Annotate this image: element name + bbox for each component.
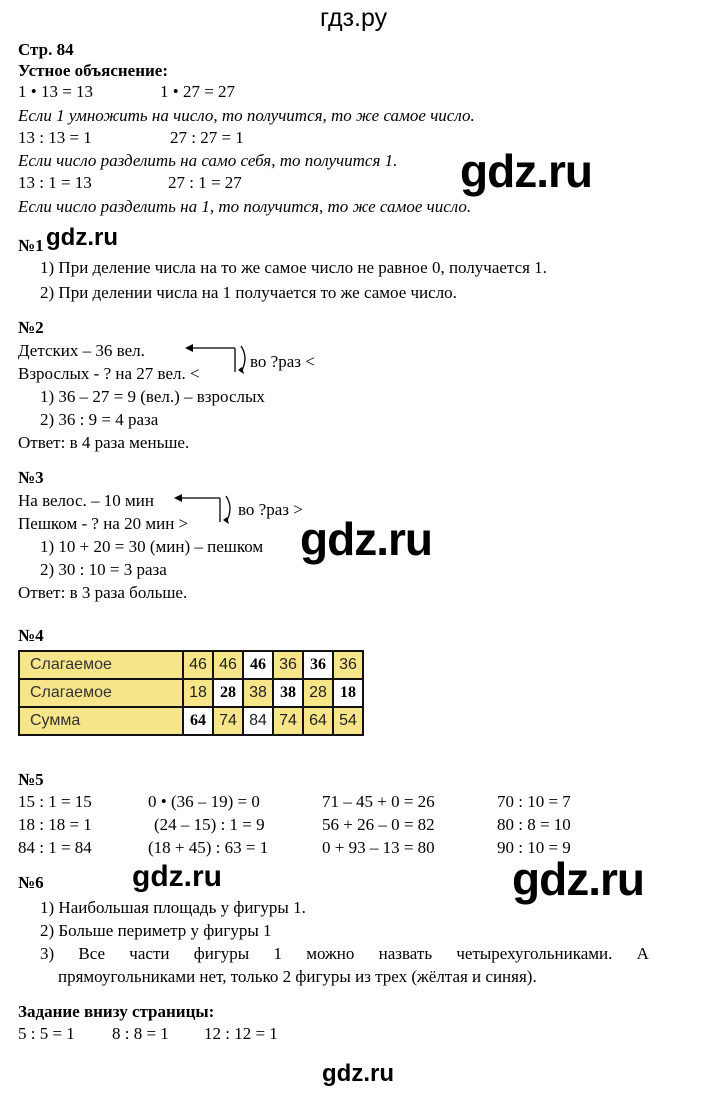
task-2-answer: Ответ: в 4 раза меньше. xyxy=(18,433,190,452)
equation: 0 • (36 – 19) = 0 xyxy=(148,792,260,811)
row-label: Слагаемое xyxy=(19,651,183,679)
task-4-title: №4 xyxy=(18,626,44,645)
table-row xyxy=(19,651,363,679)
task-2-step-1: 1) 36 – 27 = 9 (вел.) – взрослых xyxy=(40,387,265,406)
equation: (18 + 45) : 63 = 1 xyxy=(148,838,269,857)
task-1-item-2: 2) При делении числа на 1 получается то же самое число. xyxy=(40,283,457,302)
task-3-answer: Ответ: в 3 раза больше. xyxy=(18,583,188,602)
page-number: Стр. 84 xyxy=(18,40,74,59)
watermark: gdz.ru xyxy=(300,513,432,565)
oral-eq-3b: 27 : 1 = 27 xyxy=(168,173,242,192)
task-2-line-2: Взрослых - ? на 27 вел. < xyxy=(18,364,200,383)
task-6-title: №6 xyxy=(18,873,44,892)
table-cell: 64 xyxy=(183,707,213,735)
table-cell: 18 xyxy=(183,679,213,707)
task-6-item-2: 2) Больше периметр у фигуры 1 xyxy=(40,921,272,940)
row-label: Сумма xyxy=(19,707,183,735)
task-6-item-3a: 3) Все части фигуры 1 можно назвать четырехугольниками. А xyxy=(40,944,649,963)
watermark: gdz.ru xyxy=(512,853,644,905)
equation: 0 + 93 – 13 = 80 xyxy=(322,838,435,857)
task-6-item-3b: прямоугольниками нет, только 2 фигуры из трех (жёлтая и синяя). xyxy=(58,967,537,986)
bottom-task-title: Задание внизу страницы: xyxy=(18,1002,215,1021)
task-3-line-2: Пешком - ? на 20 мин > xyxy=(18,514,189,533)
equation: 8 : 8 = 1 xyxy=(112,1024,169,1043)
table-cell: 36 xyxy=(273,651,303,679)
table-cell: 46 xyxy=(243,651,273,679)
oral-eq-2a: 13 : 13 = 1 xyxy=(18,128,92,147)
table-cell: 38 xyxy=(273,679,303,707)
equation: (24 – 15) : 1 = 9 xyxy=(154,815,265,834)
equation: 84 : 1 = 84 xyxy=(18,838,92,857)
task-2-note: во ?раз < xyxy=(250,352,315,371)
equation: 71 – 45 + 0 = 26 xyxy=(322,792,435,811)
task-3-line-1: На велос. – 10 мин xyxy=(18,491,154,510)
oral-rule-2: Если число разделить на само себя, то получится 1. xyxy=(18,151,398,170)
equation: 80 : 8 = 10 xyxy=(497,815,571,834)
table-row xyxy=(19,679,363,707)
task-3-note: во ?раз > xyxy=(238,500,303,519)
task-1-item-1: 1) При деление числа на то же самое число не равное 0, получается 1. xyxy=(40,258,547,277)
table-cell: 64 xyxy=(303,707,333,735)
oral-eq-1b: 1 • 27 = 27 xyxy=(160,82,236,101)
watermark: gdz.ru xyxy=(322,1060,394,1087)
addition-table xyxy=(18,650,364,736)
table-cell: 74 xyxy=(213,707,243,735)
oral-rule-1: Если 1 умножить на число, то получится, то же самое число. xyxy=(18,106,475,125)
task-2-step-2: 2) 36 : 9 = 4 раза xyxy=(40,410,159,429)
task-3-step-2: 2) 30 : 10 = 3 раза xyxy=(40,560,167,579)
table-cell: 38 xyxy=(243,679,273,707)
task-2-title: №2 xyxy=(18,318,44,337)
row-label: Слагаемое xyxy=(19,679,183,707)
table-cell: 28 xyxy=(213,679,243,707)
task-3-title: №3 xyxy=(18,468,44,487)
equation: 5 : 5 = 1 xyxy=(18,1024,75,1043)
task-5-title: №5 xyxy=(18,770,44,789)
bracket-arrow-icon xyxy=(172,490,242,534)
oral-eq-3a: 13 : 1 = 13 xyxy=(18,173,92,192)
table-cell: 36 xyxy=(303,651,333,679)
task-2-line-1: Детских – 36 вел. xyxy=(18,341,145,360)
equation: 56 + 26 – 0 = 82 xyxy=(322,815,435,834)
table-cell: 54 xyxy=(333,707,363,735)
task-3-step-1: 1) 10 + 20 = 30 (мин) – пешком xyxy=(40,537,264,556)
table-cell: 46 xyxy=(183,651,213,679)
table-row xyxy=(19,707,363,735)
site-header: гдз.ру xyxy=(320,4,388,32)
oral-eq-1a: 1 • 13 = 13 xyxy=(18,82,94,101)
table-cell: 18 xyxy=(333,679,363,707)
equation: 18 : 18 = 1 xyxy=(18,815,92,834)
equation: 70 : 10 = 7 xyxy=(497,792,571,811)
oral-eq-2b: 27 : 27 = 1 xyxy=(170,128,244,147)
watermark: gdz.ru xyxy=(46,224,118,251)
equation: 90 : 10 = 9 xyxy=(497,838,571,857)
task-1-title: №1 xyxy=(18,236,44,255)
equation: 12 : 12 = 1 xyxy=(204,1024,278,1043)
oral-title: Устное объяснение: xyxy=(18,61,168,80)
watermark: gdz.ru xyxy=(132,860,222,893)
watermark: gdz.ru xyxy=(460,145,592,197)
oral-rule-3: Если число разделить на 1, то получится, то же самое число. xyxy=(18,197,472,216)
table-cell: 46 xyxy=(213,651,243,679)
equation: 15 : 1 = 15 xyxy=(18,792,92,811)
table-cell: 84 xyxy=(243,707,273,735)
task-6-item-1: 1) Наибольшая площадь у фигуры 1. xyxy=(40,898,306,917)
table-cell: 74 xyxy=(273,707,303,735)
table-cell: 28 xyxy=(303,679,333,707)
table-cell: 36 xyxy=(333,651,363,679)
bracket-arrow-icon xyxy=(183,340,253,384)
